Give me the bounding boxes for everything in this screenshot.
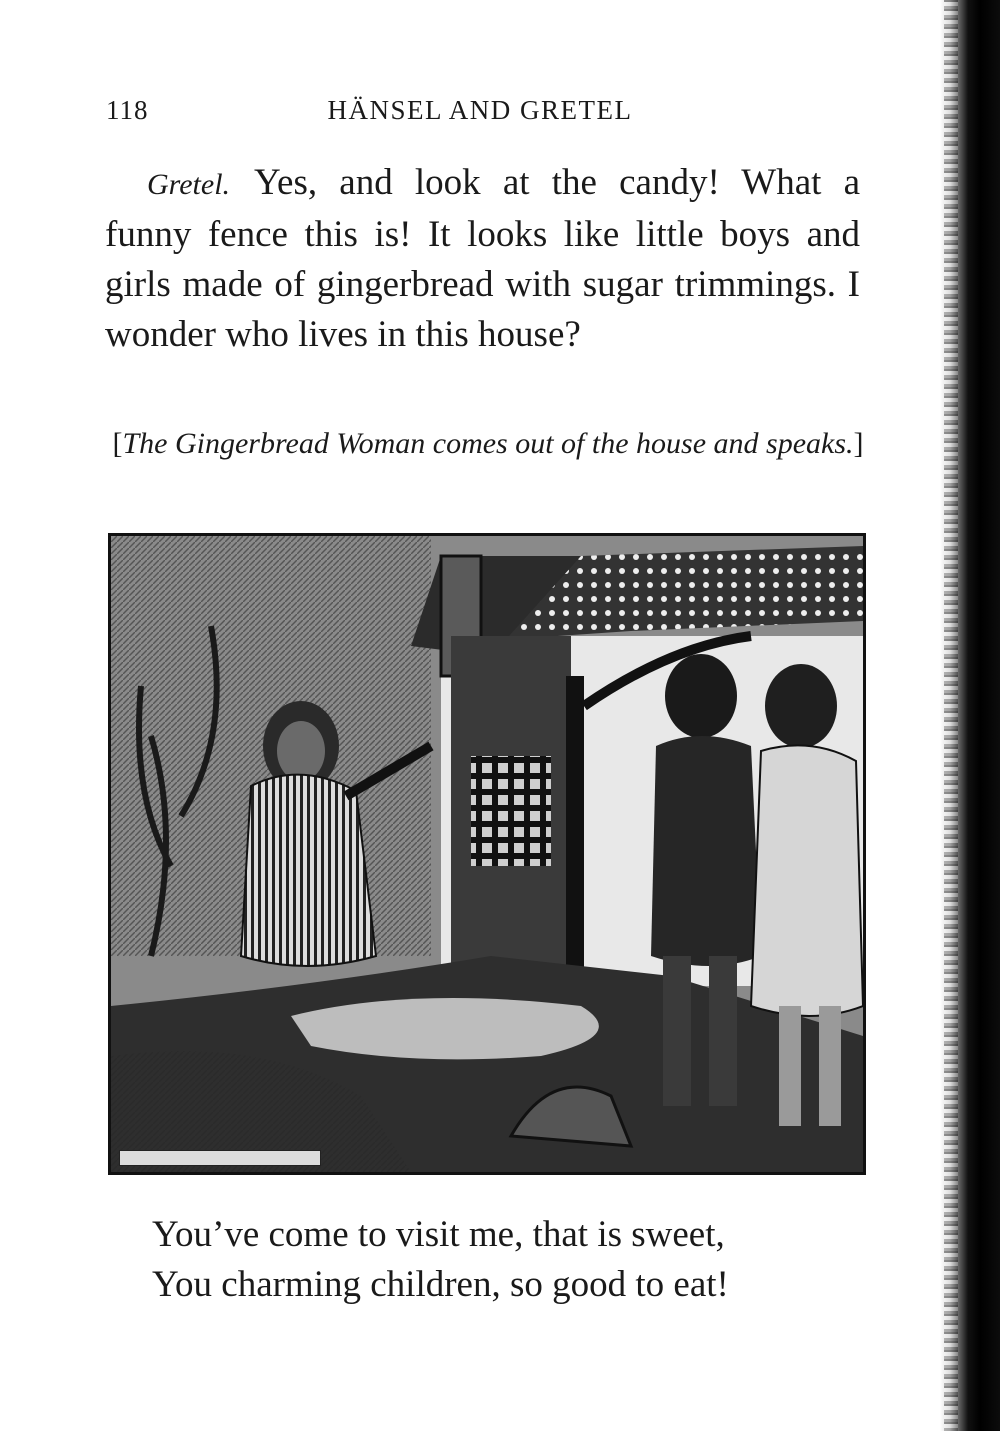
page-binding-edge (940, 0, 1000, 1431)
running-title: HÄNSEL AND GRETEL (327, 95, 633, 125)
page-number: 118 (106, 95, 149, 125)
verse-line: You charming children, so good to eat! (152, 1264, 729, 1305)
stage-direction (112, 420, 864, 468)
verse (152, 1210, 872, 1310)
illustration-gingerbread-house (108, 533, 866, 1175)
stage-direction-close-bracket: ] (853, 427, 864, 460)
dialogue-text: Yes, and look at the candy! What a funny fence this is! It looks like little boys and girls made of gingerbread with sugar trimmings. I wonder who lives in this house? (105, 162, 860, 355)
stage-direction-text: The Gingerbread Woman comes out of the house and speaks. (122, 427, 854, 460)
verse-line: You’ve come to visit me, that is sweet, (152, 1214, 725, 1255)
page-header (100, 95, 860, 135)
illustration-drawing (111, 536, 863, 1172)
speaker-name: Gretel. (147, 168, 231, 201)
stage-direction-open-bracket: [ (112, 427, 123, 460)
dialogue-paragraph (105, 158, 860, 360)
illustration-credit-strip (119, 1150, 321, 1166)
